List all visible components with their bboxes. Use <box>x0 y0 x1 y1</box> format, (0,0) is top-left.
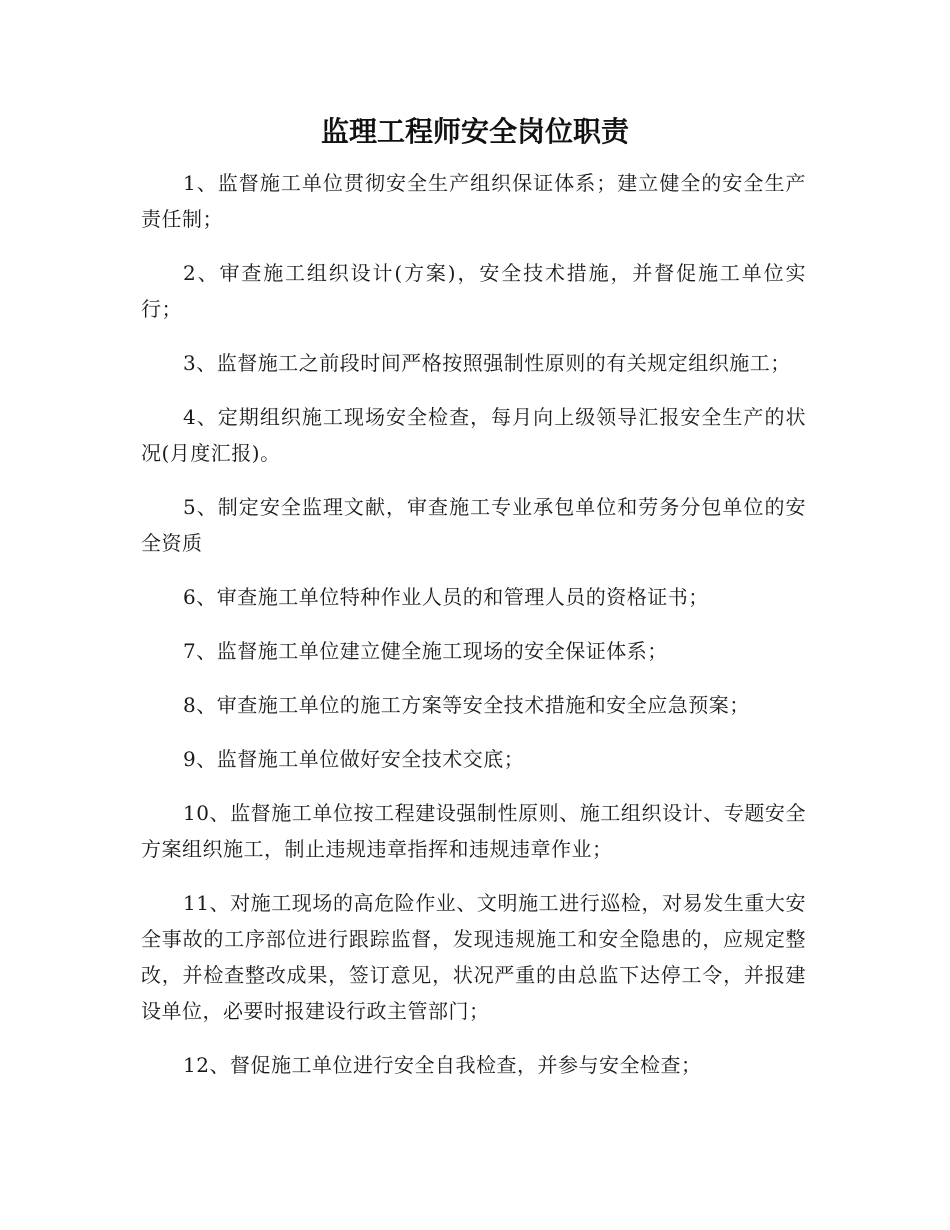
duty-item-8: 8、审查施工单位的施工方案等安全技术措施和安全应急预案； <box>183 693 750 717</box>
duty-item-7: 7、监督施工单位建立健全施工现场的安全保证体系； <box>183 639 668 663</box>
duty-item-11: 11、对施工现场的高危险作业、文明施工进行巡检，对易发生重大安全事故的工序部位进行跟踪监督，发现违规施工和安全隐患的，应规定整改，并检查整改成果，签订意见，状况严重的由总监下达停工令，并报建设单位，必要时报建设行政主管部门； <box>141 891 806 1023</box>
duty-item-12: 12、督促施工单位进行安全自我检查，并参与安全检查； <box>183 1053 702 1077</box>
duty-item-5: 5、制定安全监理文献，审查施工专业承包单位和劳务分包单位的安全资质 <box>141 495 806 555</box>
document-body <box>141 165 806 1101</box>
duty-item-10: 10、监督施工单位按工程建设强制性原则、施工组织设计、专题安全方案组织施工，制止违规违章指挥和违规违章作业； <box>141 801 806 861</box>
duty-item-2: 2、审查施工组织设计(方案)，安全技术措施，并督促施工单位实行； <box>141 261 806 321</box>
duty-item-6: 6、审查施工单位特种作业人员的和管理人员的资格证书； <box>183 585 709 609</box>
duty-item-9: 9、监督施工单位做好安全技术交底； <box>183 747 525 771</box>
document-title: 监理工程师安全岗位职责 <box>320 115 629 148</box>
duty-item-4: 4、定期组织施工现场安全检查，每月向上级领导汇报安全生产的状况(月度汇报)。 <box>141 405 806 465</box>
duty-item-1: 1、监督施工单位贯彻安全生产组织保证体系；建立健全的安全生产责任制； <box>141 171 806 231</box>
duty-item-3: 3、监督施工之前段时间严格按照强制性原则的有关规定组织施工； <box>183 351 791 375</box>
